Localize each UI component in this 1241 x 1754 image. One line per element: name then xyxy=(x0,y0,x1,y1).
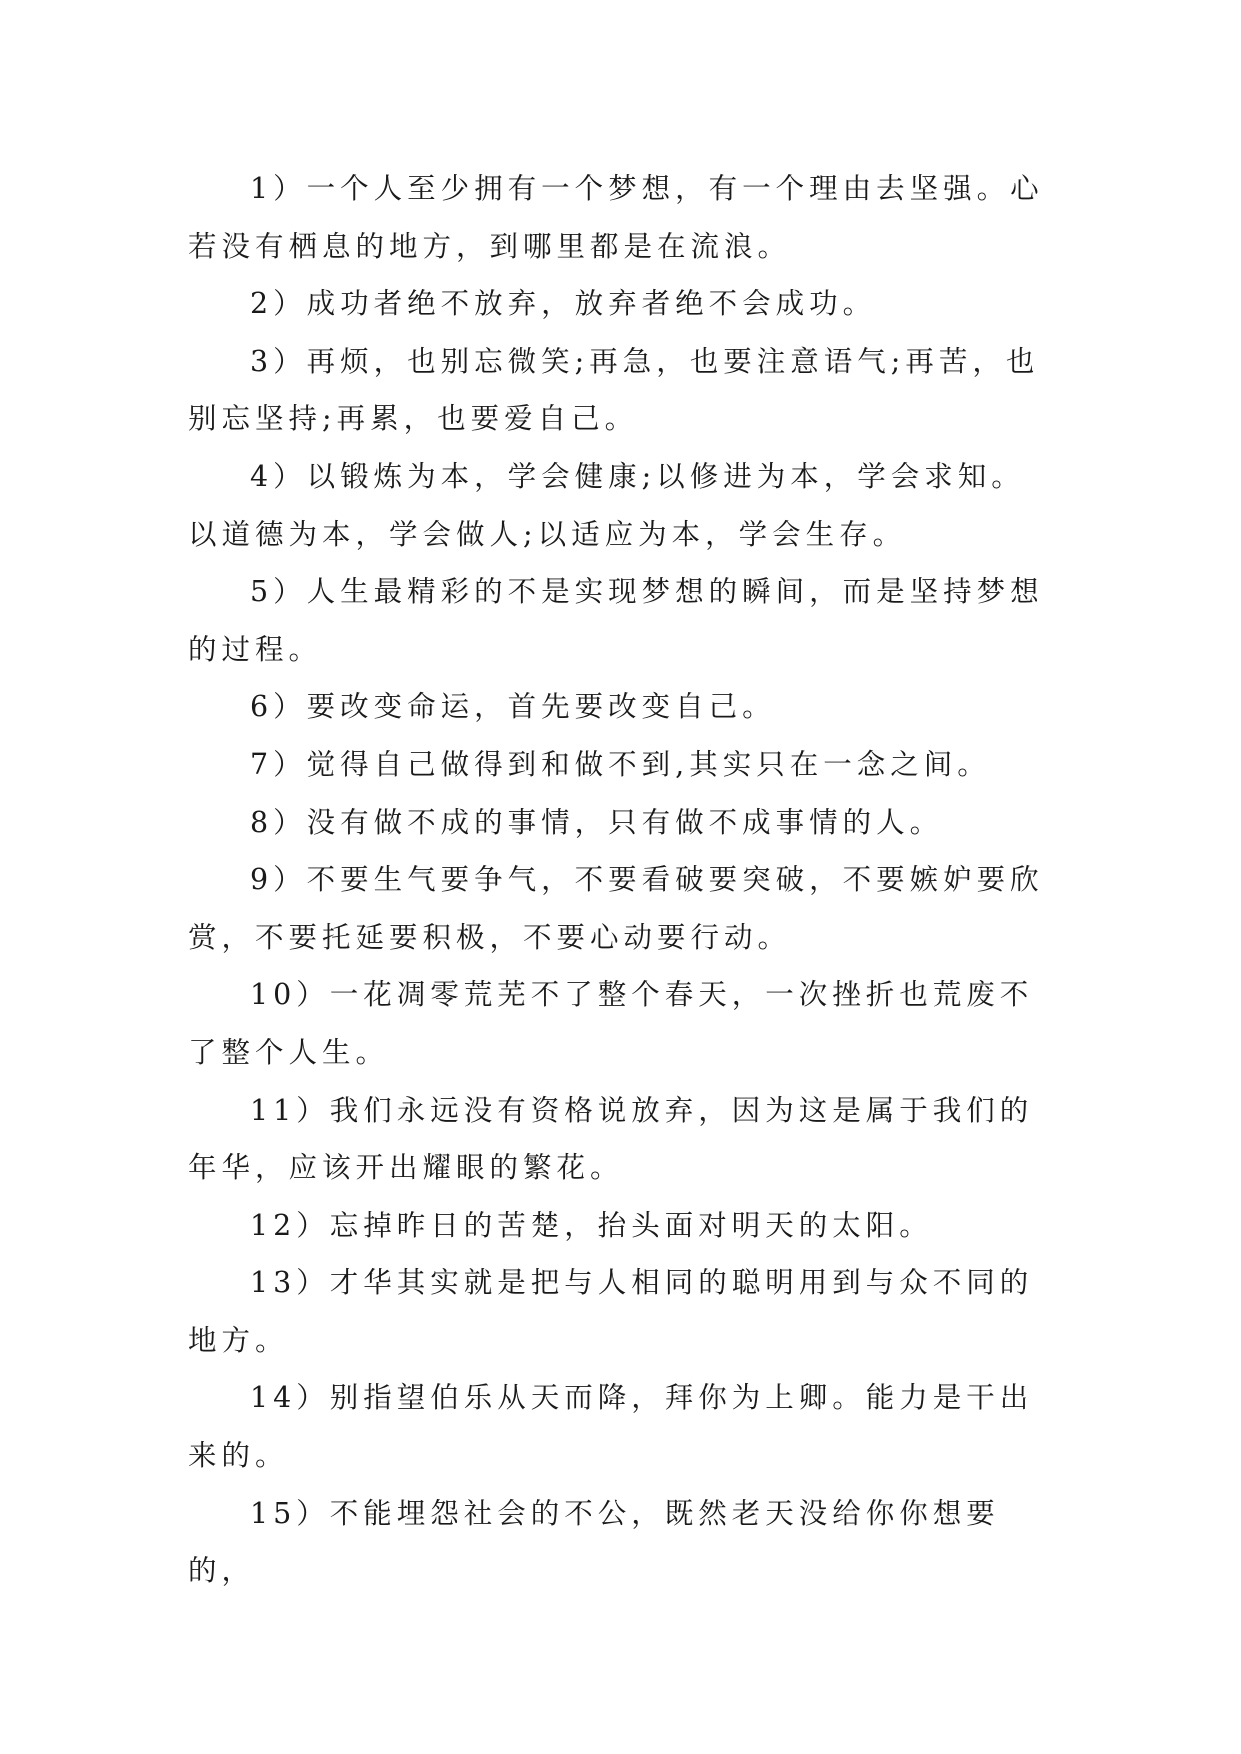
paragraph-11: 11）我们永远没有资格说放弃，因为这是属于我们的年华，应该开出耀眼的繁花。 xyxy=(188,1093,1034,1185)
paragraph-7: 7）觉得自己做得到和做不到,其实只在一念之间。 xyxy=(250,747,991,781)
paragraph-9: 9）不要生气要争气，不要看破要突破，不要嫉妒要欣赏，不要托延要积极，不要心动要行动。 xyxy=(188,863,1044,954)
paragraph-15: 15）不能埋怨社会的不公，既然老天没给你你想要的， xyxy=(188,1496,1000,1588)
paragraph-4: 4）以锻炼为本，学会健康;以修进为本，学会求知。以道德为本，学会做人;以适应为本，学会生存。 xyxy=(188,459,1025,551)
paragraph-14: 14）别指望伯乐从天而降，拜你为上卿。能力是干出来的。 xyxy=(188,1381,1034,1473)
document-page xyxy=(188,160,1058,1600)
paragraph-5: 5）人生最精彩的不是实现梦想的瞬间，而是坚持梦想的过程。 xyxy=(188,575,1044,666)
paragraph-2: 2）成功者绝不放弃，放弃者绝不会成功。 xyxy=(250,287,877,321)
paragraph-12: 12）忘掉昨日的苦楚，抬头面对明天的太阳。 xyxy=(250,1208,933,1242)
paragraph-13: 13）才华其实就是把与人相同的聪明用到与众不同的地方。 xyxy=(188,1266,1034,1357)
paragraph-1: 1）一个人至少拥有一个梦想，有一个理由去坚强。心若没有栖息的地方，到哪里都是在流浪。 xyxy=(188,172,1044,263)
paragraph-3: 3）再烦，也别忘微笑;再急，也要注意语气;再苦，也别忘坚持;再累，也要爱自己。 xyxy=(188,344,1040,436)
paragraph-10: 10）一花凋零荒芜不了整个春天，一次挫折也荒废不了整个人生。 xyxy=(188,978,1034,1069)
paragraph-8: 8）没有做不成的事情，只有做不成事情的人。 xyxy=(250,805,944,839)
paragraph-6: 6）要改变命运，首先要改变自己。 xyxy=(250,690,776,724)
